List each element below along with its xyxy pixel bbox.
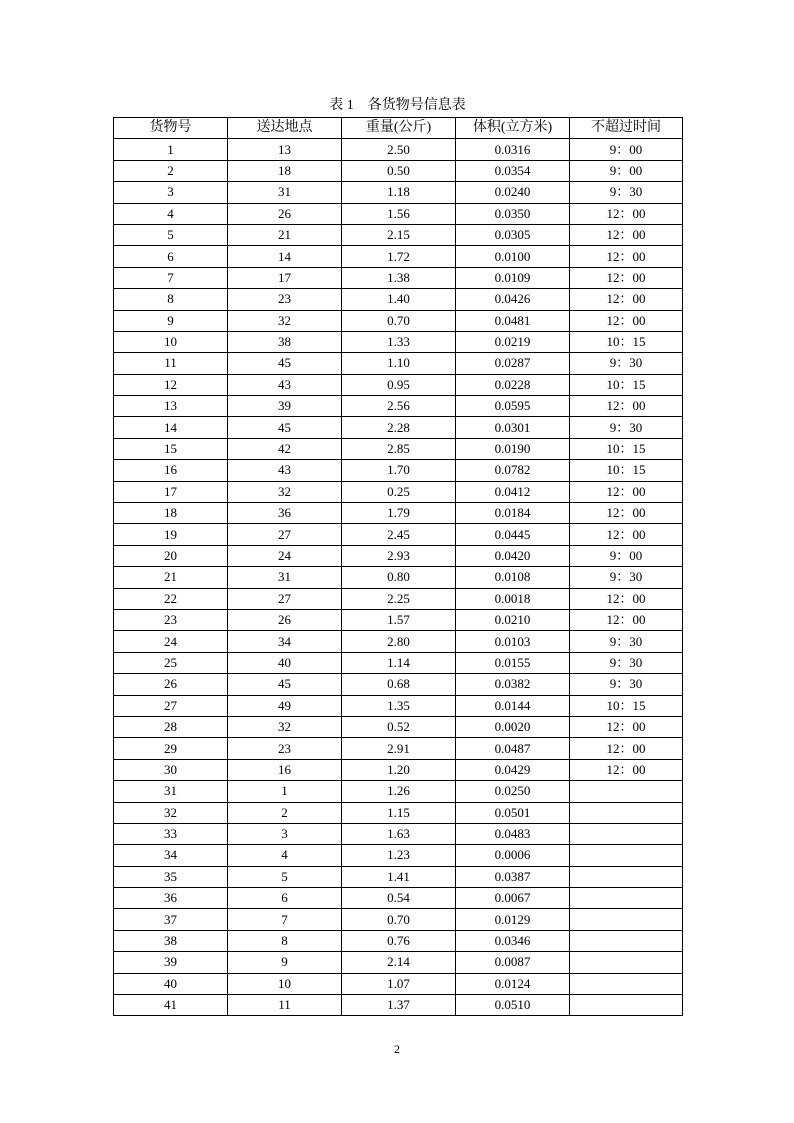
cell-deadline — [570, 952, 683, 973]
cell-goods-number: 14 — [114, 417, 228, 438]
table-row — [114, 652, 683, 673]
cell-destination: 11 — [228, 995, 342, 1016]
cell-weight: 1.23 — [342, 845, 456, 866]
cell-volume: 0.0108 — [456, 567, 570, 588]
cell-deadline: 10：15 — [570, 331, 683, 352]
cell-goods-number: 30 — [114, 759, 228, 780]
cell-deadline: 9：30 — [570, 182, 683, 203]
cell-volume: 0.0429 — [456, 759, 570, 780]
cell-deadline — [570, 866, 683, 887]
table-row — [114, 139, 683, 160]
cell-volume: 0.0006 — [456, 845, 570, 866]
table-row — [114, 952, 683, 973]
cell-volume: 0.0350 — [456, 203, 570, 224]
cell-weight: 0.68 — [342, 674, 456, 695]
cell-volume: 0.0020 — [456, 716, 570, 737]
cell-destination: 49 — [228, 695, 342, 716]
cell-deadline: 9：30 — [570, 674, 683, 695]
table-row — [114, 909, 683, 930]
cell-goods-number: 18 — [114, 503, 228, 524]
cell-deadline — [570, 845, 683, 866]
cell-goods-number: 35 — [114, 866, 228, 887]
cell-weight: 2.45 — [342, 524, 456, 545]
table-row — [114, 182, 683, 203]
cell-goods-number: 2 — [114, 160, 228, 181]
cell-deadline: 12：00 — [570, 481, 683, 502]
cell-destination: 18 — [228, 160, 342, 181]
cell-destination: 27 — [228, 524, 342, 545]
cell-destination: 2 — [228, 802, 342, 823]
cell-volume: 0.0782 — [456, 460, 570, 481]
cell-deadline: 9：30 — [570, 417, 683, 438]
goods-info-table — [113, 117, 683, 1016]
cell-volume: 0.0305 — [456, 224, 570, 245]
cell-deadline: 9：00 — [570, 160, 683, 181]
cell-volume: 0.0240 — [456, 182, 570, 203]
header-deadline: 不超过时间 — [570, 118, 683, 139]
cell-destination: 4 — [228, 845, 342, 866]
cell-volume: 0.0109 — [456, 267, 570, 288]
cell-volume: 0.0481 — [456, 310, 570, 331]
cell-deadline: 12：00 — [570, 289, 683, 310]
cell-volume: 0.0316 — [456, 139, 570, 160]
cell-volume: 0.0190 — [456, 438, 570, 459]
cell-goods-number: 25 — [114, 652, 228, 673]
cell-goods-number: 34 — [114, 845, 228, 866]
table-row — [114, 567, 683, 588]
cell-weight: 2.91 — [342, 738, 456, 759]
cell-volume: 0.0250 — [456, 781, 570, 802]
cell-destination: 31 — [228, 182, 342, 203]
cell-goods-number: 32 — [114, 802, 228, 823]
table-row — [114, 524, 683, 545]
cell-weight: 1.41 — [342, 866, 456, 887]
cell-goods-number: 41 — [114, 995, 228, 1016]
cell-weight: 1.15 — [342, 802, 456, 823]
cell-goods-number: 12 — [114, 374, 228, 395]
cell-destination: 23 — [228, 738, 342, 759]
cell-deadline: 9：30 — [570, 631, 683, 652]
cell-destination: 6 — [228, 888, 342, 909]
cell-weight: 1.14 — [342, 652, 456, 673]
cell-volume: 0.0100 — [456, 246, 570, 267]
cell-weight: 1.72 — [342, 246, 456, 267]
cell-weight: 1.07 — [342, 973, 456, 994]
cell-destination: 10 — [228, 973, 342, 994]
cell-goods-number: 24 — [114, 631, 228, 652]
cell-volume: 0.0219 — [456, 331, 570, 352]
cell-goods-number: 13 — [114, 396, 228, 417]
table-row — [114, 417, 683, 438]
table-body — [114, 139, 683, 1016]
cell-volume: 0.0103 — [456, 631, 570, 652]
cell-goods-number: 4 — [114, 203, 228, 224]
cell-volume: 0.0018 — [456, 588, 570, 609]
cell-weight: 1.56 — [342, 203, 456, 224]
cell-destination: 23 — [228, 289, 342, 310]
cell-volume: 0.0129 — [456, 909, 570, 930]
cell-volume: 0.0354 — [456, 160, 570, 181]
cell-volume: 0.0087 — [456, 952, 570, 973]
cell-weight: 2.93 — [342, 545, 456, 566]
cell-deadline: 9：30 — [570, 652, 683, 673]
cell-destination: 32 — [228, 716, 342, 737]
cell-weight: 2.28 — [342, 417, 456, 438]
cell-volume: 0.0155 — [456, 652, 570, 673]
table-row — [114, 845, 683, 866]
cell-destination: 21 — [228, 224, 342, 245]
cell-weight: 2.14 — [342, 952, 456, 973]
cell-weight: 1.40 — [342, 289, 456, 310]
cell-volume: 0.0387 — [456, 866, 570, 887]
cell-volume: 0.0510 — [456, 995, 570, 1016]
cell-weight: 0.70 — [342, 310, 456, 331]
table-row — [114, 374, 683, 395]
cell-goods-number: 5 — [114, 224, 228, 245]
table-row — [114, 203, 683, 224]
cell-deadline: 10：15 — [570, 460, 683, 481]
cell-deadline: 9：30 — [570, 353, 683, 374]
cell-destination: 31 — [228, 567, 342, 588]
cell-goods-number: 17 — [114, 481, 228, 502]
table-row — [114, 973, 683, 994]
cell-deadline: 12：00 — [570, 203, 683, 224]
table-row — [114, 246, 683, 267]
cell-weight: 2.80 — [342, 631, 456, 652]
cell-deadline: 12：00 — [570, 524, 683, 545]
cell-weight: 1.26 — [342, 781, 456, 802]
cell-goods-number: 23 — [114, 609, 228, 630]
table-header-row — [114, 118, 683, 139]
table-row — [114, 866, 683, 887]
cell-goods-number: 9 — [114, 310, 228, 331]
cell-volume: 0.0382 — [456, 674, 570, 695]
cell-weight: 1.35 — [342, 695, 456, 716]
cell-deadline: 12：00 — [570, 738, 683, 759]
cell-volume: 0.0483 — [456, 823, 570, 844]
cell-weight: 1.79 — [342, 503, 456, 524]
page-number: 2 — [394, 1042, 400, 1056]
table-row — [114, 481, 683, 502]
cell-destination: 3 — [228, 823, 342, 844]
cell-volume: 0.0144 — [456, 695, 570, 716]
table-row — [114, 609, 683, 630]
cell-deadline: 12：00 — [570, 759, 683, 780]
cell-destination: 38 — [228, 331, 342, 352]
cell-volume: 0.0228 — [456, 374, 570, 395]
cell-deadline: 9：00 — [570, 545, 683, 566]
cell-volume: 0.0487 — [456, 738, 570, 759]
cell-deadline — [570, 995, 683, 1016]
table-row — [114, 267, 683, 288]
cell-volume: 0.0412 — [456, 481, 570, 502]
cell-destination: 43 — [228, 460, 342, 481]
cell-deadline — [570, 930, 683, 951]
cell-deadline: 12：00 — [570, 396, 683, 417]
cell-destination: 5 — [228, 866, 342, 887]
cell-volume: 0.0420 — [456, 545, 570, 566]
table-row — [114, 396, 683, 417]
cell-destination: 17 — [228, 267, 342, 288]
cell-deadline: 10：15 — [570, 438, 683, 459]
cell-goods-number: 37 — [114, 909, 228, 930]
cell-deadline — [570, 781, 683, 802]
cell-destination: 42 — [228, 438, 342, 459]
cell-goods-number: 29 — [114, 738, 228, 759]
cell-volume: 0.0426 — [456, 289, 570, 310]
cell-deadline: 12：00 — [570, 503, 683, 524]
cell-goods-number: 21 — [114, 567, 228, 588]
header-destination: 送达地点 — [228, 118, 342, 139]
table-row — [114, 224, 683, 245]
cell-deadline: 12：00 — [570, 246, 683, 267]
cell-goods-number: 26 — [114, 674, 228, 695]
cell-deadline: 12：00 — [570, 716, 683, 737]
table-row — [114, 631, 683, 652]
cell-goods-number: 6 — [114, 246, 228, 267]
cell-goods-number: 38 — [114, 930, 228, 951]
cell-destination: 26 — [228, 203, 342, 224]
table-row — [114, 738, 683, 759]
cell-goods-number: 36 — [114, 888, 228, 909]
cell-deadline — [570, 823, 683, 844]
table-row — [114, 310, 683, 331]
cell-goods-number: 33 — [114, 823, 228, 844]
cell-deadline — [570, 909, 683, 930]
cell-destination: 45 — [228, 353, 342, 374]
cell-destination: 27 — [228, 588, 342, 609]
table-row — [114, 545, 683, 566]
table-row — [114, 802, 683, 823]
table-row — [114, 503, 683, 524]
cell-destination: 14 — [228, 246, 342, 267]
cell-deadline — [570, 973, 683, 994]
cell-volume: 0.0210 — [456, 609, 570, 630]
cell-destination: 45 — [228, 417, 342, 438]
cell-weight: 1.70 — [342, 460, 456, 481]
cell-deadline — [570, 888, 683, 909]
cell-goods-number: 20 — [114, 545, 228, 566]
cell-weight: 0.54 — [342, 888, 456, 909]
cell-destination: 24 — [228, 545, 342, 566]
cell-goods-number: 8 — [114, 289, 228, 310]
cell-weight: 1.37 — [342, 995, 456, 1016]
cell-destination: 36 — [228, 503, 342, 524]
table-row — [114, 331, 683, 352]
cell-weight: 0.50 — [342, 160, 456, 181]
cell-weight: 2.50 — [342, 139, 456, 160]
cell-deadline: 10：15 — [570, 695, 683, 716]
cell-volume: 0.0124 — [456, 973, 570, 994]
table-caption: 表 1 各货物号信息表 — [329, 98, 466, 113]
cell-destination: 40 — [228, 652, 342, 673]
cell-destination: 45 — [228, 674, 342, 695]
cell-weight: 1.10 — [342, 353, 456, 374]
cell-destination: 16 — [228, 759, 342, 780]
cell-weight: 1.33 — [342, 331, 456, 352]
cell-destination: 7 — [228, 909, 342, 930]
cell-goods-number: 40 — [114, 973, 228, 994]
cell-goods-number: 27 — [114, 695, 228, 716]
cell-weight: 0.25 — [342, 481, 456, 502]
cell-volume: 0.0067 — [456, 888, 570, 909]
cell-goods-number: 3 — [114, 182, 228, 203]
cell-weight: 0.70 — [342, 909, 456, 930]
cell-goods-number: 31 — [114, 781, 228, 802]
cell-weight: 1.38 — [342, 267, 456, 288]
header-weight: 重量(公斤) — [342, 118, 456, 139]
table-row — [114, 160, 683, 181]
table-row — [114, 674, 683, 695]
cell-goods-number: 28 — [114, 716, 228, 737]
cell-deadline: 12：00 — [570, 609, 683, 630]
cell-volume: 0.0301 — [456, 417, 570, 438]
cell-weight: 1.18 — [342, 182, 456, 203]
table-row — [114, 781, 683, 802]
cell-volume: 0.0184 — [456, 503, 570, 524]
table-row — [114, 588, 683, 609]
cell-goods-number: 7 — [114, 267, 228, 288]
cell-deadline — [570, 802, 683, 823]
cell-weight: 0.52 — [342, 716, 456, 737]
cell-weight: 0.95 — [342, 374, 456, 395]
table-row — [114, 695, 683, 716]
cell-goods-number: 1 — [114, 139, 228, 160]
cell-volume: 0.0346 — [456, 930, 570, 951]
table-row — [114, 460, 683, 481]
cell-deadline: 9：00 — [570, 139, 683, 160]
cell-destination: 39 — [228, 396, 342, 417]
table-row — [114, 995, 683, 1016]
cell-weight: 2.25 — [342, 588, 456, 609]
cell-weight: 2.56 — [342, 396, 456, 417]
cell-weight: 1.63 — [342, 823, 456, 844]
cell-destination: 8 — [228, 930, 342, 951]
cell-weight: 0.80 — [342, 567, 456, 588]
cell-goods-number: 22 — [114, 588, 228, 609]
cell-goods-number: 19 — [114, 524, 228, 545]
cell-goods-number: 11 — [114, 353, 228, 374]
cell-volume: 0.0445 — [456, 524, 570, 545]
cell-goods-number: 10 — [114, 331, 228, 352]
cell-volume: 0.0501 — [456, 802, 570, 823]
cell-destination: 43 — [228, 374, 342, 395]
header-goods-number: 货物号 — [114, 118, 228, 139]
cell-destination: 34 — [228, 631, 342, 652]
header-volume: 体积(立方米) — [456, 118, 570, 139]
table-row — [114, 823, 683, 844]
cell-destination: 13 — [228, 139, 342, 160]
cell-deadline: 12：00 — [570, 588, 683, 609]
table-row — [114, 930, 683, 951]
cell-weight: 2.15 — [342, 224, 456, 245]
cell-deadline: 12：00 — [570, 310, 683, 331]
cell-destination: 9 — [228, 952, 342, 973]
table-row — [114, 716, 683, 737]
cell-volume: 0.0287 — [456, 353, 570, 374]
cell-volume: 0.0595 — [456, 396, 570, 417]
cell-deadline: 9：30 — [570, 567, 683, 588]
cell-goods-number: 16 — [114, 460, 228, 481]
cell-weight: 0.76 — [342, 930, 456, 951]
table-row — [114, 289, 683, 310]
cell-weight: 2.85 — [342, 438, 456, 459]
cell-destination: 32 — [228, 481, 342, 502]
cell-destination: 1 — [228, 781, 342, 802]
table-row — [114, 759, 683, 780]
cell-destination: 32 — [228, 310, 342, 331]
cell-deadline: 10：15 — [570, 374, 683, 395]
cell-goods-number: 39 — [114, 952, 228, 973]
table-row — [114, 888, 683, 909]
cell-weight: 1.20 — [342, 759, 456, 780]
cell-destination: 26 — [228, 609, 342, 630]
cell-goods-number: 15 — [114, 438, 228, 459]
table-row — [114, 438, 683, 459]
cell-weight: 1.57 — [342, 609, 456, 630]
cell-deadline: 12：00 — [570, 267, 683, 288]
table-row — [114, 353, 683, 374]
cell-deadline: 12：00 — [570, 224, 683, 245]
